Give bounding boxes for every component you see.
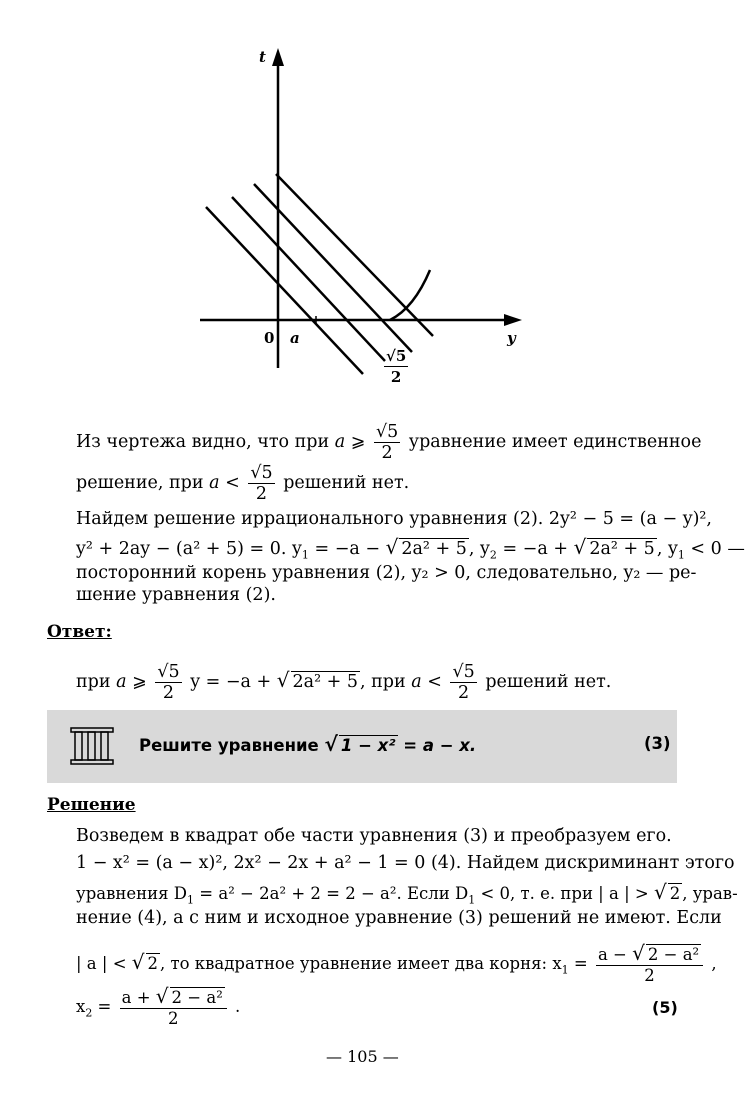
label-a: a bbox=[290, 329, 300, 347]
text: решение, при bbox=[76, 473, 210, 493]
frac-den: 2 bbox=[381, 443, 393, 463]
line-2 bbox=[232, 197, 385, 361]
para2-line3: посторонний корень уравнения (2), y₂ > 0, следовательно, y₂ — ре- bbox=[76, 563, 697, 583]
text: | a | < bbox=[76, 954, 132, 973]
text: , то квадратное уравнение имеет два корня: x bbox=[160, 954, 562, 973]
ge-sign: ⩾ bbox=[126, 672, 153, 692]
text: Из чертежа видно, что при bbox=[76, 432, 335, 452]
radical-sign: √ bbox=[276, 668, 290, 692]
text: , при bbox=[360, 672, 412, 692]
sub: 1 bbox=[187, 893, 195, 907]
text: , y bbox=[656, 539, 678, 559]
text: = −a + bbox=[496, 539, 574, 559]
text: Решите уравнение bbox=[139, 736, 325, 755]
label-sqrt5: √5 bbox=[386, 347, 407, 365]
text: , y bbox=[468, 539, 490, 559]
radicand: 2 bbox=[669, 884, 681, 903]
line-1 bbox=[206, 207, 363, 374]
radical-sign: √ bbox=[131, 950, 145, 974]
label-t: t bbox=[259, 48, 266, 66]
task-number: (3) bbox=[644, 734, 671, 753]
roman-three-icon bbox=[69, 726, 115, 766]
solution-line4: нение (4), а с ним и исходное уравнение (3) решений не имеют. Если bbox=[76, 908, 722, 928]
var-a: a bbox=[411, 672, 422, 692]
label-2: 2 bbox=[390, 368, 402, 386]
frac-num: √5 bbox=[452, 662, 475, 682]
frac-den: 2 bbox=[162, 683, 175, 703]
sub: 1 bbox=[561, 963, 569, 977]
text: < 0 — bbox=[684, 539, 745, 559]
text: . bbox=[229, 997, 241, 1016]
frac-num: √5 bbox=[250, 463, 273, 483]
sub: 1 bbox=[468, 893, 476, 907]
text: = bbox=[92, 997, 117, 1016]
solution-line5 bbox=[76, 943, 717, 986]
para1-line1 bbox=[76, 422, 701, 463]
task-box bbox=[47, 710, 677, 783]
text: уравнение имеет единственное bbox=[403, 432, 702, 452]
para2-line4: шение уравнения (2). bbox=[76, 585, 276, 605]
radical-sign: √ bbox=[385, 535, 399, 559]
radicand: 2a² + 5 bbox=[401, 539, 467, 559]
text: = −a − bbox=[308, 539, 386, 559]
text: a − bbox=[597, 945, 633, 964]
frac-num bbox=[596, 943, 703, 966]
sub: 1 bbox=[677, 548, 685, 562]
frac-den: 2 bbox=[255, 484, 268, 504]
radical-sign: √ bbox=[324, 732, 338, 756]
text: = a − x. bbox=[397, 736, 477, 755]
page-number: — 105 — bbox=[326, 1047, 399, 1066]
equation-number-5: (5) bbox=[652, 998, 678, 1017]
sub: 2 bbox=[85, 1006, 93, 1020]
text: y = −a + bbox=[184, 672, 277, 692]
text: = bbox=[568, 954, 593, 973]
t-axis-arrow bbox=[272, 48, 284, 66]
label-origin: 0 bbox=[264, 329, 275, 347]
frac-num: √5 bbox=[157, 662, 180, 682]
text: решений нет. bbox=[277, 473, 410, 493]
solution-heading: Решение bbox=[47, 795, 136, 815]
text: x bbox=[76, 997, 86, 1016]
frac-den: 2 bbox=[167, 1009, 179, 1028]
radicand: 1 − x² bbox=[340, 736, 396, 755]
frac-den: 2 bbox=[644, 966, 655, 985]
radicand: 2 − a² bbox=[647, 945, 700, 964]
line-4 bbox=[276, 174, 433, 336]
label-sqrt5-over-2 bbox=[384, 346, 408, 387]
sub: 2 bbox=[489, 548, 497, 562]
task-roman-icon bbox=[69, 726, 115, 766]
text: при bbox=[76, 672, 117, 692]
y-axis-arrow bbox=[504, 314, 522, 326]
fraction bbox=[374, 422, 400, 463]
radical-sign: √ bbox=[573, 535, 587, 559]
ge-sign: ⩾ bbox=[345, 432, 371, 452]
radicand: 2a² + 5 bbox=[589, 539, 655, 559]
text: , урав- bbox=[682, 884, 738, 903]
x2-fraction bbox=[120, 986, 227, 1029]
text: a + bbox=[121, 988, 156, 1007]
sub: 1 bbox=[301, 548, 309, 562]
radicand: 2 bbox=[147, 954, 159, 973]
x1-fraction bbox=[596, 943, 703, 986]
var-a: a bbox=[116, 672, 127, 692]
solution-line6 bbox=[76, 986, 240, 1029]
solution-line1: Возведем в квадрат обе части уравнения (3) и преобразуем его. bbox=[76, 826, 672, 846]
text: < 0, т. е. при | a | > bbox=[475, 884, 654, 903]
text: = a² − 2a² + 2 = 2 − a². Если D bbox=[194, 884, 469, 903]
text: уравнения D bbox=[76, 884, 188, 903]
radical-sign: √ bbox=[653, 880, 667, 904]
label-y: y bbox=[507, 329, 516, 347]
frac-num: √5 bbox=[375, 422, 399, 442]
fraction bbox=[450, 662, 476, 703]
solution-line2: 1 − x² = (a − x)², 2x² − 2x + a² − 1 = 0 (4). Найдем дискриминант этого bbox=[76, 853, 735, 873]
frac-den: 2 bbox=[458, 683, 470, 703]
lt-sign: < bbox=[421, 672, 448, 692]
frac-num bbox=[120, 986, 227, 1009]
var-a: a bbox=[209, 473, 220, 493]
text: решений нет. bbox=[479, 672, 612, 692]
var-a: a bbox=[334, 432, 346, 452]
task-text bbox=[139, 732, 476, 758]
text: y² + 2ay − (a² + 5) = 0. y bbox=[76, 539, 302, 559]
radical-sign: √ bbox=[155, 984, 169, 1008]
text: , bbox=[706, 954, 717, 973]
answer-line bbox=[76, 662, 611, 703]
para1-line2 bbox=[76, 463, 409, 504]
radicand: 2 − a² bbox=[171, 988, 223, 1007]
fraction bbox=[155, 662, 181, 703]
para2-line1: Найдем решение иррационального уравнения (2). 2y² − 5 = (a − y)², bbox=[76, 509, 712, 529]
graph-figure bbox=[190, 40, 530, 400]
lt-sign: < bbox=[219, 473, 246, 493]
radical-sign: √ bbox=[632, 941, 645, 965]
radicand: 2a² + 5 bbox=[292, 672, 359, 692]
fraction bbox=[248, 463, 274, 504]
answer-heading: Ответ: bbox=[47, 622, 112, 642]
